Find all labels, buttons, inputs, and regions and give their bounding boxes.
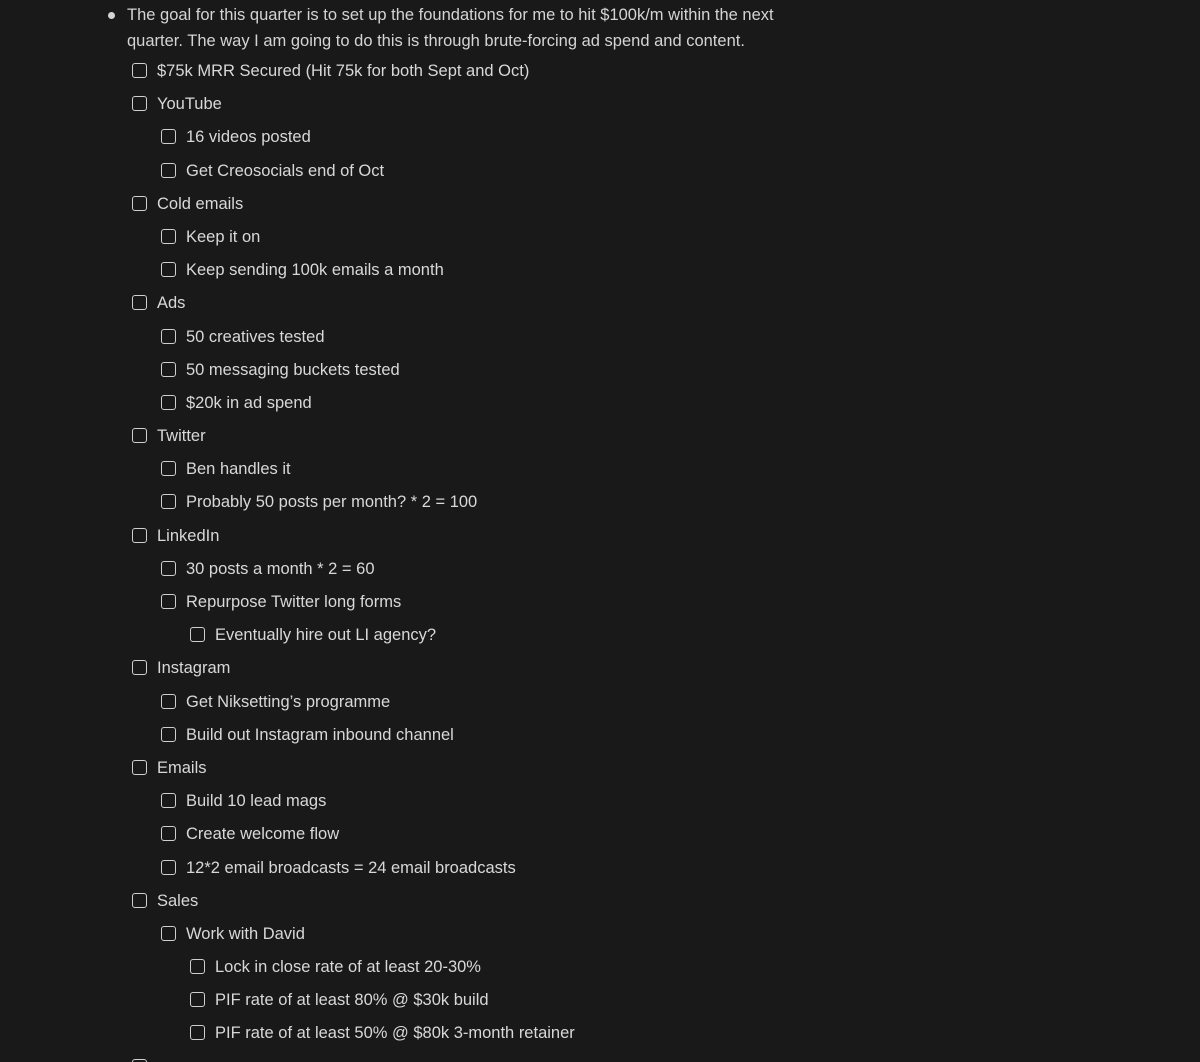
checkbox-icon[interactable] xyxy=(161,694,176,709)
todo-label[interactable]: LinkedIn xyxy=(157,526,220,545)
todo-label[interactable]: Sales xyxy=(157,891,199,910)
todo-item xyxy=(0,1017,1200,1050)
todo-label[interactable]: Eventually hire out LI agency? xyxy=(215,626,437,645)
todo-label[interactable]: Twitter xyxy=(157,427,206,446)
todo-item xyxy=(0,486,1200,519)
todo-label[interactable]: Lock in close rate of at least 20-30% xyxy=(215,958,481,977)
todo-label[interactable]: Create welcome flow xyxy=(186,825,340,844)
todo-item xyxy=(0,918,1200,951)
todo-label[interactable]: 50 creatives tested xyxy=(186,327,325,346)
todo-item xyxy=(0,885,1200,918)
todo-item xyxy=(0,619,1200,652)
todo-item xyxy=(0,951,1200,984)
bullet-dot-icon xyxy=(108,12,115,19)
todo-item xyxy=(0,652,1200,685)
checkbox-icon[interactable] xyxy=(161,329,176,344)
checkbox-icon[interactable] xyxy=(161,793,176,808)
todo-label[interactable]: Work with David xyxy=(186,924,305,943)
checkbox-icon[interactable] xyxy=(161,727,176,742)
checkbox-icon[interactable] xyxy=(161,826,176,841)
todo-label[interactable]: Keep it on xyxy=(186,227,261,246)
todo-item xyxy=(0,354,1200,387)
todo-label[interactable]: Cold emails xyxy=(157,194,244,213)
todo-item xyxy=(0,553,1200,586)
checkbox-icon[interactable] xyxy=(132,760,147,775)
todo-label[interactable]: Build out Instagram inbound channel xyxy=(186,725,454,744)
todo-item xyxy=(0,221,1200,254)
checkbox-icon[interactable] xyxy=(190,1025,205,1040)
checkbox-icon[interactable] xyxy=(161,594,176,609)
todo-item xyxy=(0,88,1200,121)
checkbox-icon[interactable] xyxy=(161,362,176,377)
todo-item xyxy=(0,1051,1200,1062)
todo-item xyxy=(0,686,1200,719)
todo-label[interactable]: $20k in ad spend xyxy=(186,393,312,412)
todo-label[interactable]: Probably 50 posts per month? * 2 = 100 xyxy=(186,493,478,512)
todo-label[interactable]: Build 10 lead mags xyxy=(186,792,327,811)
todo-label[interactable]: 16 videos posted xyxy=(186,128,311,147)
todo-item xyxy=(0,121,1200,154)
checkbox-icon[interactable] xyxy=(190,959,205,974)
todo-item xyxy=(0,852,1200,885)
goal-text[interactable]: The goal for this quarter is to set up the foundations for me to hit $100k/m within the next quarter. The way I am going to do this is through brute-forcing ad spend and content. xyxy=(127,6,774,50)
checkbox-icon[interactable] xyxy=(190,992,205,1007)
todo-label[interactable]: Get Niksetting’s programme xyxy=(186,692,391,711)
todo-label[interactable]: Ads xyxy=(157,294,186,313)
todo-item xyxy=(0,420,1200,453)
todo-item xyxy=(0,287,1200,320)
checkbox-icon[interactable] xyxy=(132,295,147,310)
todo-item xyxy=(0,818,1200,851)
checkbox-icon[interactable] xyxy=(132,196,147,211)
todo-item xyxy=(0,984,1200,1017)
checkbox-icon[interactable] xyxy=(161,229,176,244)
todo-label[interactable]: Instagram xyxy=(157,659,231,678)
checkbox-icon[interactable] xyxy=(161,129,176,144)
todo-item xyxy=(0,155,1200,188)
todo-label[interactable]: 30 posts a month * 2 = 60 xyxy=(186,559,375,578)
todo-label[interactable]: Ben handles it xyxy=(186,460,291,479)
todo-item xyxy=(0,188,1200,221)
todo-item xyxy=(0,321,1200,354)
todo-item xyxy=(0,719,1200,752)
checkbox-icon[interactable] xyxy=(132,63,147,78)
checkbox-icon[interactable] xyxy=(161,163,176,178)
checkbox-icon[interactable] xyxy=(161,860,176,875)
todo-item xyxy=(0,453,1200,486)
todo-item xyxy=(0,55,1200,88)
todo-label[interactable]: 50 messaging buckets tested xyxy=(186,360,400,379)
todo-label[interactable]: 12*2 email broadcasts = 24 email broadcasts xyxy=(186,858,516,877)
checkbox-icon[interactable] xyxy=(161,494,176,509)
checkbox-icon[interactable] xyxy=(132,660,147,675)
todo-label[interactable]: Get Creosocials end of Oct xyxy=(186,161,385,180)
todo-item xyxy=(0,586,1200,619)
checkbox-icon[interactable] xyxy=(161,561,176,576)
todo-label[interactable]: $75k MRR Secured (Hit 75k for both Sept and Oct) xyxy=(157,62,530,80)
checkbox-icon[interactable] xyxy=(161,926,176,941)
todo-item xyxy=(0,520,1200,553)
checkbox-icon[interactable] xyxy=(161,461,176,476)
checkbox-icon[interactable] xyxy=(132,96,147,111)
todo-label[interactable]: PIF rate of at least 80% @ $30k build xyxy=(215,991,489,1010)
checkbox-icon[interactable] xyxy=(161,262,176,277)
todo-label[interactable]: PIF rate of at least 50% @ $80k 3-month retainer xyxy=(215,1024,575,1043)
checkbox-icon[interactable] xyxy=(132,1059,147,1062)
checkbox-icon[interactable] xyxy=(161,395,176,410)
checkbox-icon[interactable] xyxy=(132,528,147,543)
todo-label[interactable]: Keep sending 100k emails a month xyxy=(186,261,444,280)
goal-bullet xyxy=(106,2,826,54)
todo-label[interactable]: Emails xyxy=(157,758,207,777)
checkbox-icon[interactable] xyxy=(132,893,147,908)
checkbox-icon[interactable] xyxy=(132,428,147,443)
todo-item xyxy=(0,785,1200,818)
todo-item xyxy=(0,752,1200,785)
todo-label[interactable]: YouTube xyxy=(157,95,222,114)
checkbox-icon[interactable] xyxy=(190,627,205,642)
todo-list xyxy=(0,55,1200,1062)
todo-label[interactable]: Repurpose Twitter long forms xyxy=(186,593,402,611)
todo-item xyxy=(0,254,1200,287)
todo-item xyxy=(0,387,1200,420)
